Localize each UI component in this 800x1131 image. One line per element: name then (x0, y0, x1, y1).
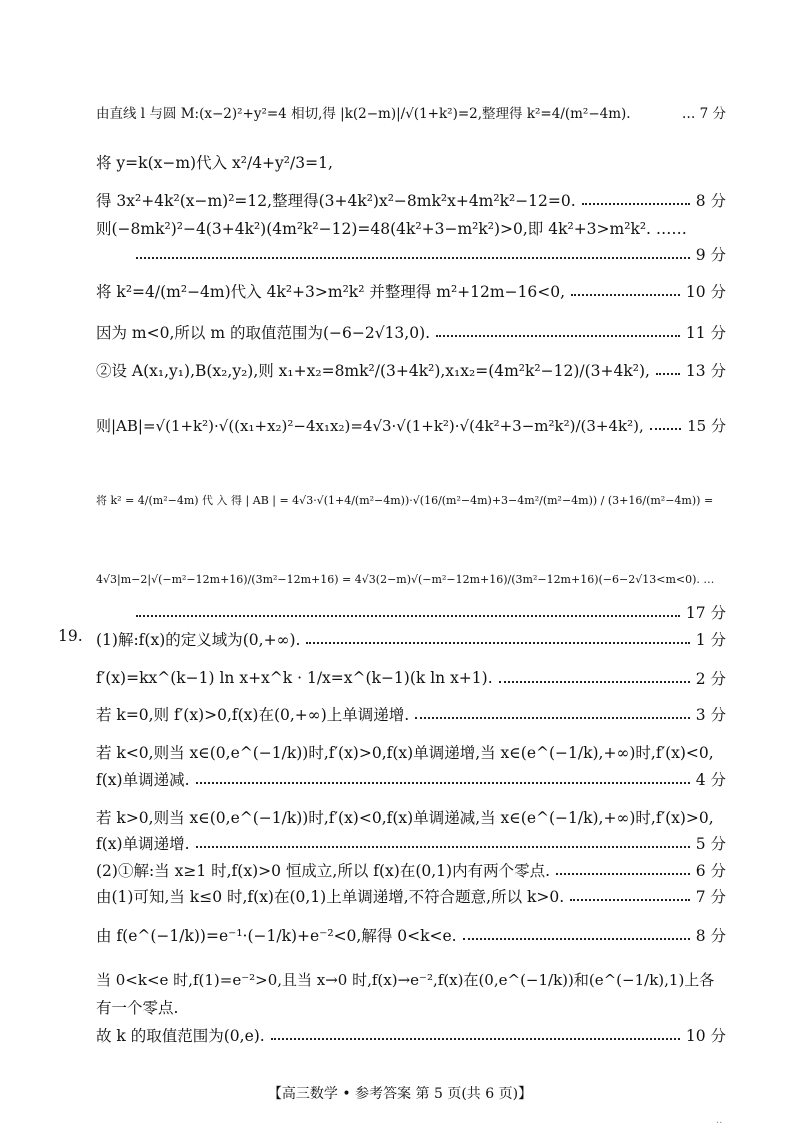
leader-dots (415, 717, 690, 719)
leader-dots (582, 203, 690, 205)
score-label: 5 分 (695, 835, 726, 853)
score-label: 6 分 (695, 862, 726, 880)
leader-dots (499, 681, 690, 683)
leader-dots (436, 335, 680, 337)
line-text: 将 k²=4/(m²−4m)代入 4k²+3>m²k² 并整理得 m²+12m−16<0, (96, 283, 566, 301)
score-label: 10 分 (685, 1027, 726, 1045)
solution-line (96, 625, 726, 653)
line-text: 则|AB|=√(1+k²)·√((x₁+x₂)²−4x₁x₂)=4√3·√(1+k²)·√(4k²+3−m²k²)/(3+4k²), (96, 416, 644, 435)
solution-line (136, 240, 726, 268)
line-text: 由 f(e^(−1/k))=e⁻¹·(−1/k)+e⁻²<0,解得 0<k<e. (96, 927, 457, 945)
solution-line (96, 186, 726, 214)
line-text: 因为 m<0,所以 m 的取值范围为(−6−2√13,0). (96, 324, 431, 342)
solution-line (96, 921, 726, 949)
score-label: 9 分 (695, 246, 726, 264)
leader-dots (136, 257, 690, 259)
solution-line (96, 965, 726, 993)
line-text: f′(x)=kx^(k−1) ln x+x^k · 1/x=x^(k−1)(k ln x+1). (96, 669, 493, 687)
line-text: f(x)单调递增. (96, 835, 190, 853)
line-text: 有一个零点. (96, 999, 179, 1017)
solution-line (96, 765, 726, 793)
score-label: 11 分 (685, 324, 726, 342)
line-text: (1)解:f(x)的定义域为(0,+∞). (96, 631, 301, 649)
solution-line (96, 664, 726, 692)
leader-dots (196, 782, 690, 784)
page-footer: 【高三数学 • 参考答案 第 5 页(共 6 页)】 (267, 1086, 533, 1102)
score-label: 15 分 (687, 416, 726, 435)
line-text: 4√3|m−2|√(−m²−12m+16)/(3m²−12m+16) = 4√3(2−m)√(−m²−12m+16)/(3m²−12m+16)(−6−2√13<m<0). … (96, 572, 715, 586)
solution-line (96, 486, 726, 514)
score-label: … 7 分 (681, 106, 726, 122)
leader-dots (556, 873, 690, 875)
leader-dots (196, 846, 690, 848)
corner-mark: .. (716, 1115, 723, 1126)
score-label: 3 分 (695, 706, 726, 724)
line-text: 若 k=0,则 f′(x)>0,f(x)在(0,+∞)上单调递增. (96, 706, 410, 724)
solution-line (96, 277, 726, 305)
solution-line (96, 856, 726, 884)
solution-line (96, 318, 726, 346)
score-label: 13 分 (685, 362, 726, 380)
leader-dots (571, 294, 680, 296)
leader-dots (463, 938, 690, 940)
line-text: 当 0<k<e 时,f(1)=e⁻²>0,且当 x→0 时,f(x)→e⁻²,f(x)在(0,e^(−1/k))和(e^(−1/k),1)上各 (96, 970, 715, 989)
solution-line (96, 738, 726, 766)
score-label: 4 分 (695, 771, 726, 789)
score-label: 7 分 (695, 888, 726, 906)
solution-line (96, 356, 726, 384)
line-text: ②设 A(x₁,y₁),B(x₂,y₂),则 x₁+x₂=8mk²/(3+4k²),x₁x₂=(4m²k²−12)/(3+4k²), (96, 362, 650, 380)
leader-dots (306, 642, 689, 644)
line-text: 由(1)可知,当 k≤0 时,f(x)在(0,1)上单调递增,不符合题意,所以 k>0. (96, 888, 565, 906)
solution-line (96, 803, 726, 831)
line-text: f(x)单调递减. (96, 771, 190, 789)
line-text: 将 y=k(x−m)代入 x²/4+y²/3=1, (96, 154, 333, 172)
solution-line (96, 700, 726, 728)
score-label: 17 分 (685, 604, 726, 622)
line-text: 将 k² = 4/(m²−4m) 代 入 得 | AB | = 4√3·√(1+4/(m²−4m))·√(16/(m²−4m)+3−4m²/(m²−4m)) / (3+16/(m²−4m)) = (96, 494, 714, 507)
solution-line (96, 565, 726, 593)
leader-dots (656, 373, 680, 375)
line-text: 则(−8mk²)²−4(3+4k²)(4m²k²−12)=48(4k²+3−m²k²)>0,即 4k²+3>m²k². …… (96, 220, 687, 238)
line-text: 若 k<0,则当 x∈(0,e^(−1/k))时,f′(x)>0,f(x)单调递增,当 x∈(e^(−1/k),+∞)时,f′(x)<0, (96, 744, 714, 762)
leader-dots (570, 899, 690, 901)
solution-line (96, 411, 726, 439)
solution-line (96, 882, 726, 910)
score-label: 2 分 (695, 670, 726, 688)
line-text: 若 k>0,则当 x∈(0,e^(−1/k))时,f′(x)<0,f(x)单调递减,当 x∈(e^(−1/k),+∞)时,f′(x)>0, (96, 809, 714, 827)
solution-line (96, 98, 726, 126)
line-text: 由直线 l 与圆 M:(x−2)²+y²=4 相切,得 |k(2−m)|/√(1+k²)=2,整理得 k²=4/(m²−4m). (96, 106, 631, 122)
solution-line (96, 993, 726, 1021)
line-text: 得 3x²+4k²(x−m)²=12,整理得(3+4k²)x²−8mk²x+4m²k²−12=0. (96, 192, 576, 210)
solution-line (136, 598, 726, 626)
solution-line (96, 829, 726, 857)
solution-line (96, 214, 726, 242)
score-label: 8 分 (695, 192, 726, 210)
leader-dots (271, 1038, 680, 1040)
leader-dots (136, 615, 680, 617)
score-label: 10 分 (685, 283, 726, 301)
line-text: 故 k 的取值范围为(0,e). (96, 1027, 265, 1045)
score-label: 1 分 (695, 631, 726, 649)
leader-dots (650, 428, 681, 430)
question-number: 19. (58, 627, 83, 645)
solution-line (96, 1021, 726, 1049)
line-text: (2)①解:当 x≥1 时,f(x)>0 恒成立,所以 f(x)在(0,1)内有两个零点. (96, 862, 550, 880)
score-label: 8 分 (695, 927, 726, 945)
solution-line (96, 148, 726, 176)
